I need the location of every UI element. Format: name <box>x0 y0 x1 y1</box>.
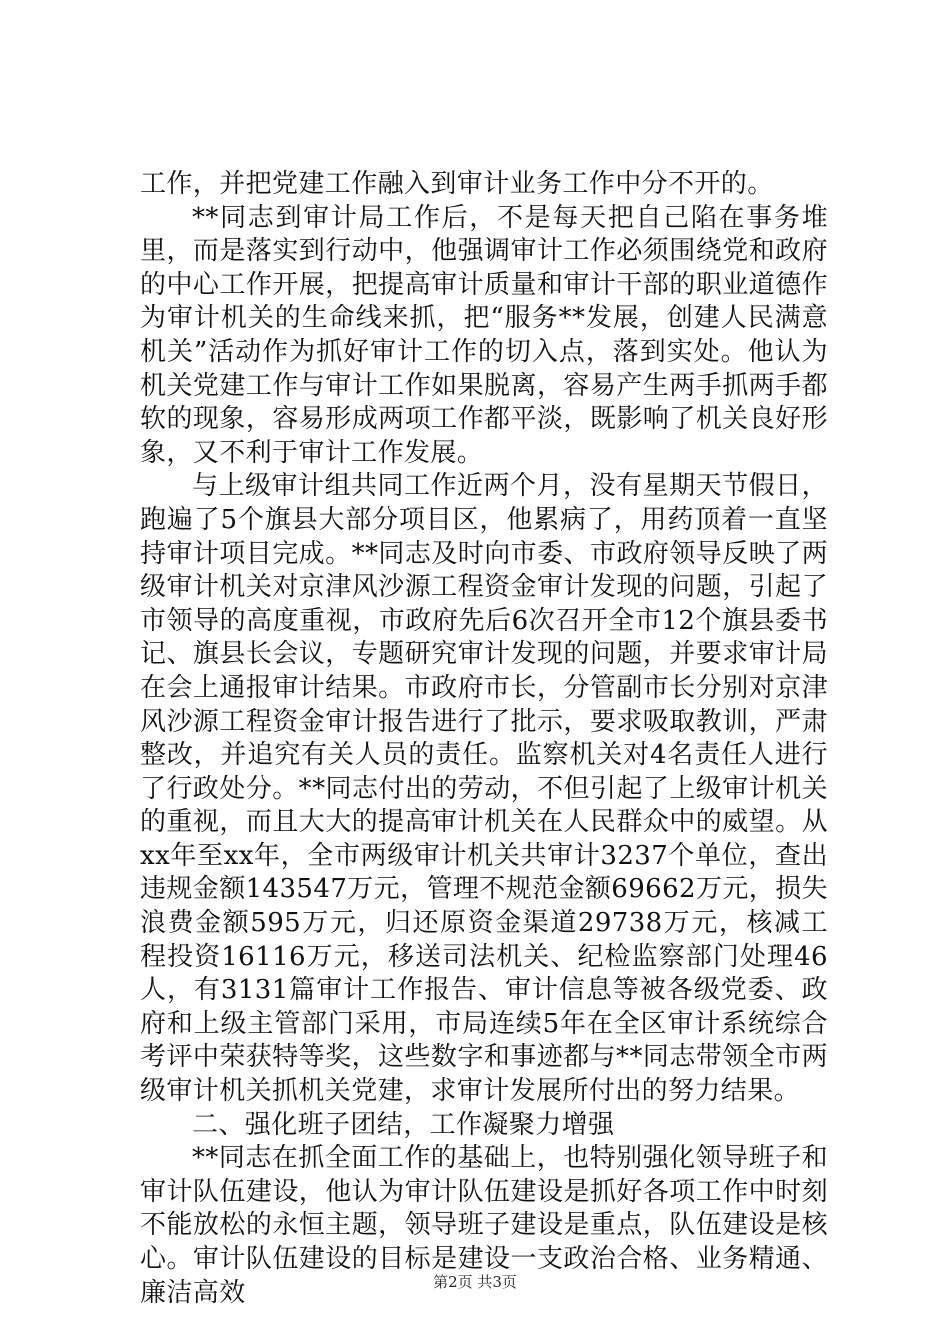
paragraph: **同志到审计局工作后，不是每天把自己陷在事务堆里，而是落实到行动中，他强调审计工作必须围绕党和政府的中心工作开展，把提高审计质量和审计干部的职业道德作为审计机关的生命线来抓，把“服务**发展，创建人民满意机关”活动作为抓好审计工作的切入点，落到实处。他认为机关党建工作与审计工作如果脱离，容易产生两手抓两手都软的现象，容易形成两项工作都平淡，既影响了机关良好形象，又不利于审计工作发展。 <box>140 202 828 468</box>
paragraph: 与上级审计组共同工作近两个月，没有星期天节假日，跑遍了5个旗县大部分项目区，他累病了，用药顶着一直坚持审计项目完成。**同志及时向市委、市政府领导反映了两级审计机关对京津风沙源工程资金审计发现的问题，引起了市领导的高度重视，市政府先后6次召开全市12个旗县委书记、旗县长会议，专题研究审计发现的问题，并要求审计局在会上通报审计结果。市政府市长，分管副市长分别对京津风沙源工程资金审计报告进行了批示，要求吸取教训，严肃整改，并追究有关人员的责任。监察机关对4名责任人进行了行政处分。**同志付出的劳动，不但引起了上级审计机关的重视，而且大大的提高审计机关在人民群众中的威望。从xx年至xx年，全市两级审计机关共审计3237个单位，查出违规金额143547万元，管理不规范金额69662万元，损失浪费金额595万元，归还原资金渠道29738万元，核减工程投资16116万元，移送司法机关、纪检监察部门处理46人，有3131篇审计工作报告、审计信息等被各级党委、政府和上级主管部门采用，市局连续5年在全区审计系统综合考评中荣获特等奖，这些数字和事迹都与**同志带领全市两级审计机关抓机关党建，求审计发展所付出的努力结果。 <box>140 471 828 1107</box>
page-number-footer: 第2页 共3页 <box>433 1273 517 1291</box>
section-heading: 二、强化班子团结，工作凝聚力增强 <box>192 1109 615 1140</box>
paragraph-continuation: 工作，并把党建工作融入到审计业务工作中分不开的。 <box>140 169 774 199</box>
paragraph: **同志在抓全面工作的基础上，也特别强化领导班子和审计队伍建设，他认为审计队伍建设是抓好各项工作中时刻不能放松的永恒主题，领导班子建设是重点，队伍建设是核心。审计队伍建设的目标是建设一支政治合格、业务精通、廉洁高效 <box>140 1143 828 1308</box>
document-body <box>140 168 828 1310</box>
